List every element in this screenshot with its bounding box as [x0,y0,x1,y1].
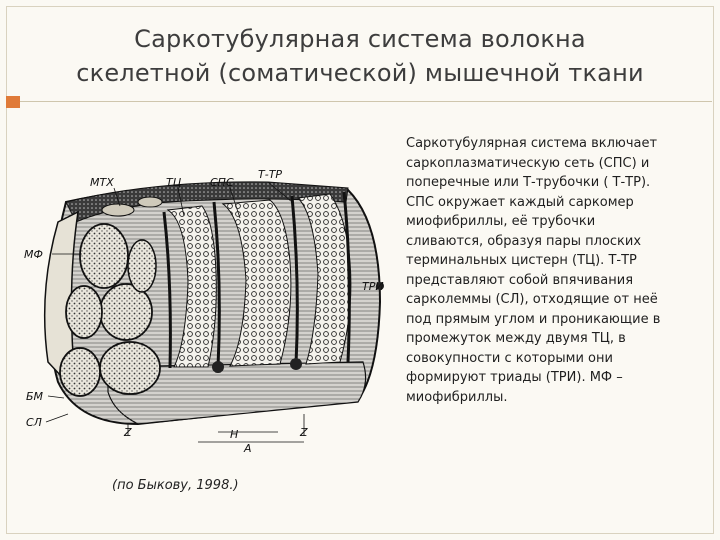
slide-title [0,0,720,100]
label-bm: БМ [26,390,44,403]
label-ttr: Т-ТР [258,168,283,181]
accent-block [6,96,20,108]
label-tc: ТЦ [166,176,182,189]
label-z-right: Z [300,426,308,439]
sarcotubular-diagram [18,162,390,462]
label-z-left: Z [124,426,132,439]
title-line-2: скелетной (соматической) мышечной ткани [76,59,644,87]
label-mf: МФ [24,248,43,261]
title-line-1: Саркотубулярная система волокна [134,25,586,53]
label-tri: ТРИ [362,280,384,293]
figure-caption: (по Быкову, 1998.) [112,478,239,493]
label-mtx: МТХ [90,176,114,189]
label-sl: СЛ [26,416,42,429]
label-a: А [244,442,252,455]
title-divider [6,101,712,102]
label-h: Н [230,428,239,441]
label-sps: СПС [210,176,234,189]
body-text: Саркотубулярная система включает саркоплазматическую сеть (СПС) и поперечные или Т-трубочки ( Т-ТР). СПС окружает каждый саркомер миофибриллы, её трубочки сливаются, образуя пары плоских терминальных цистерн (ТЦ). Т-ТР представляют собой впячивания сарколеммы (СЛ), отходящие от неё под прямым углом и проникающие в промежуток между двумя ТЦ, в совокупности с которыми они формируют триады (ТРИ). МФ – миофибриллы. [406,136,661,405]
